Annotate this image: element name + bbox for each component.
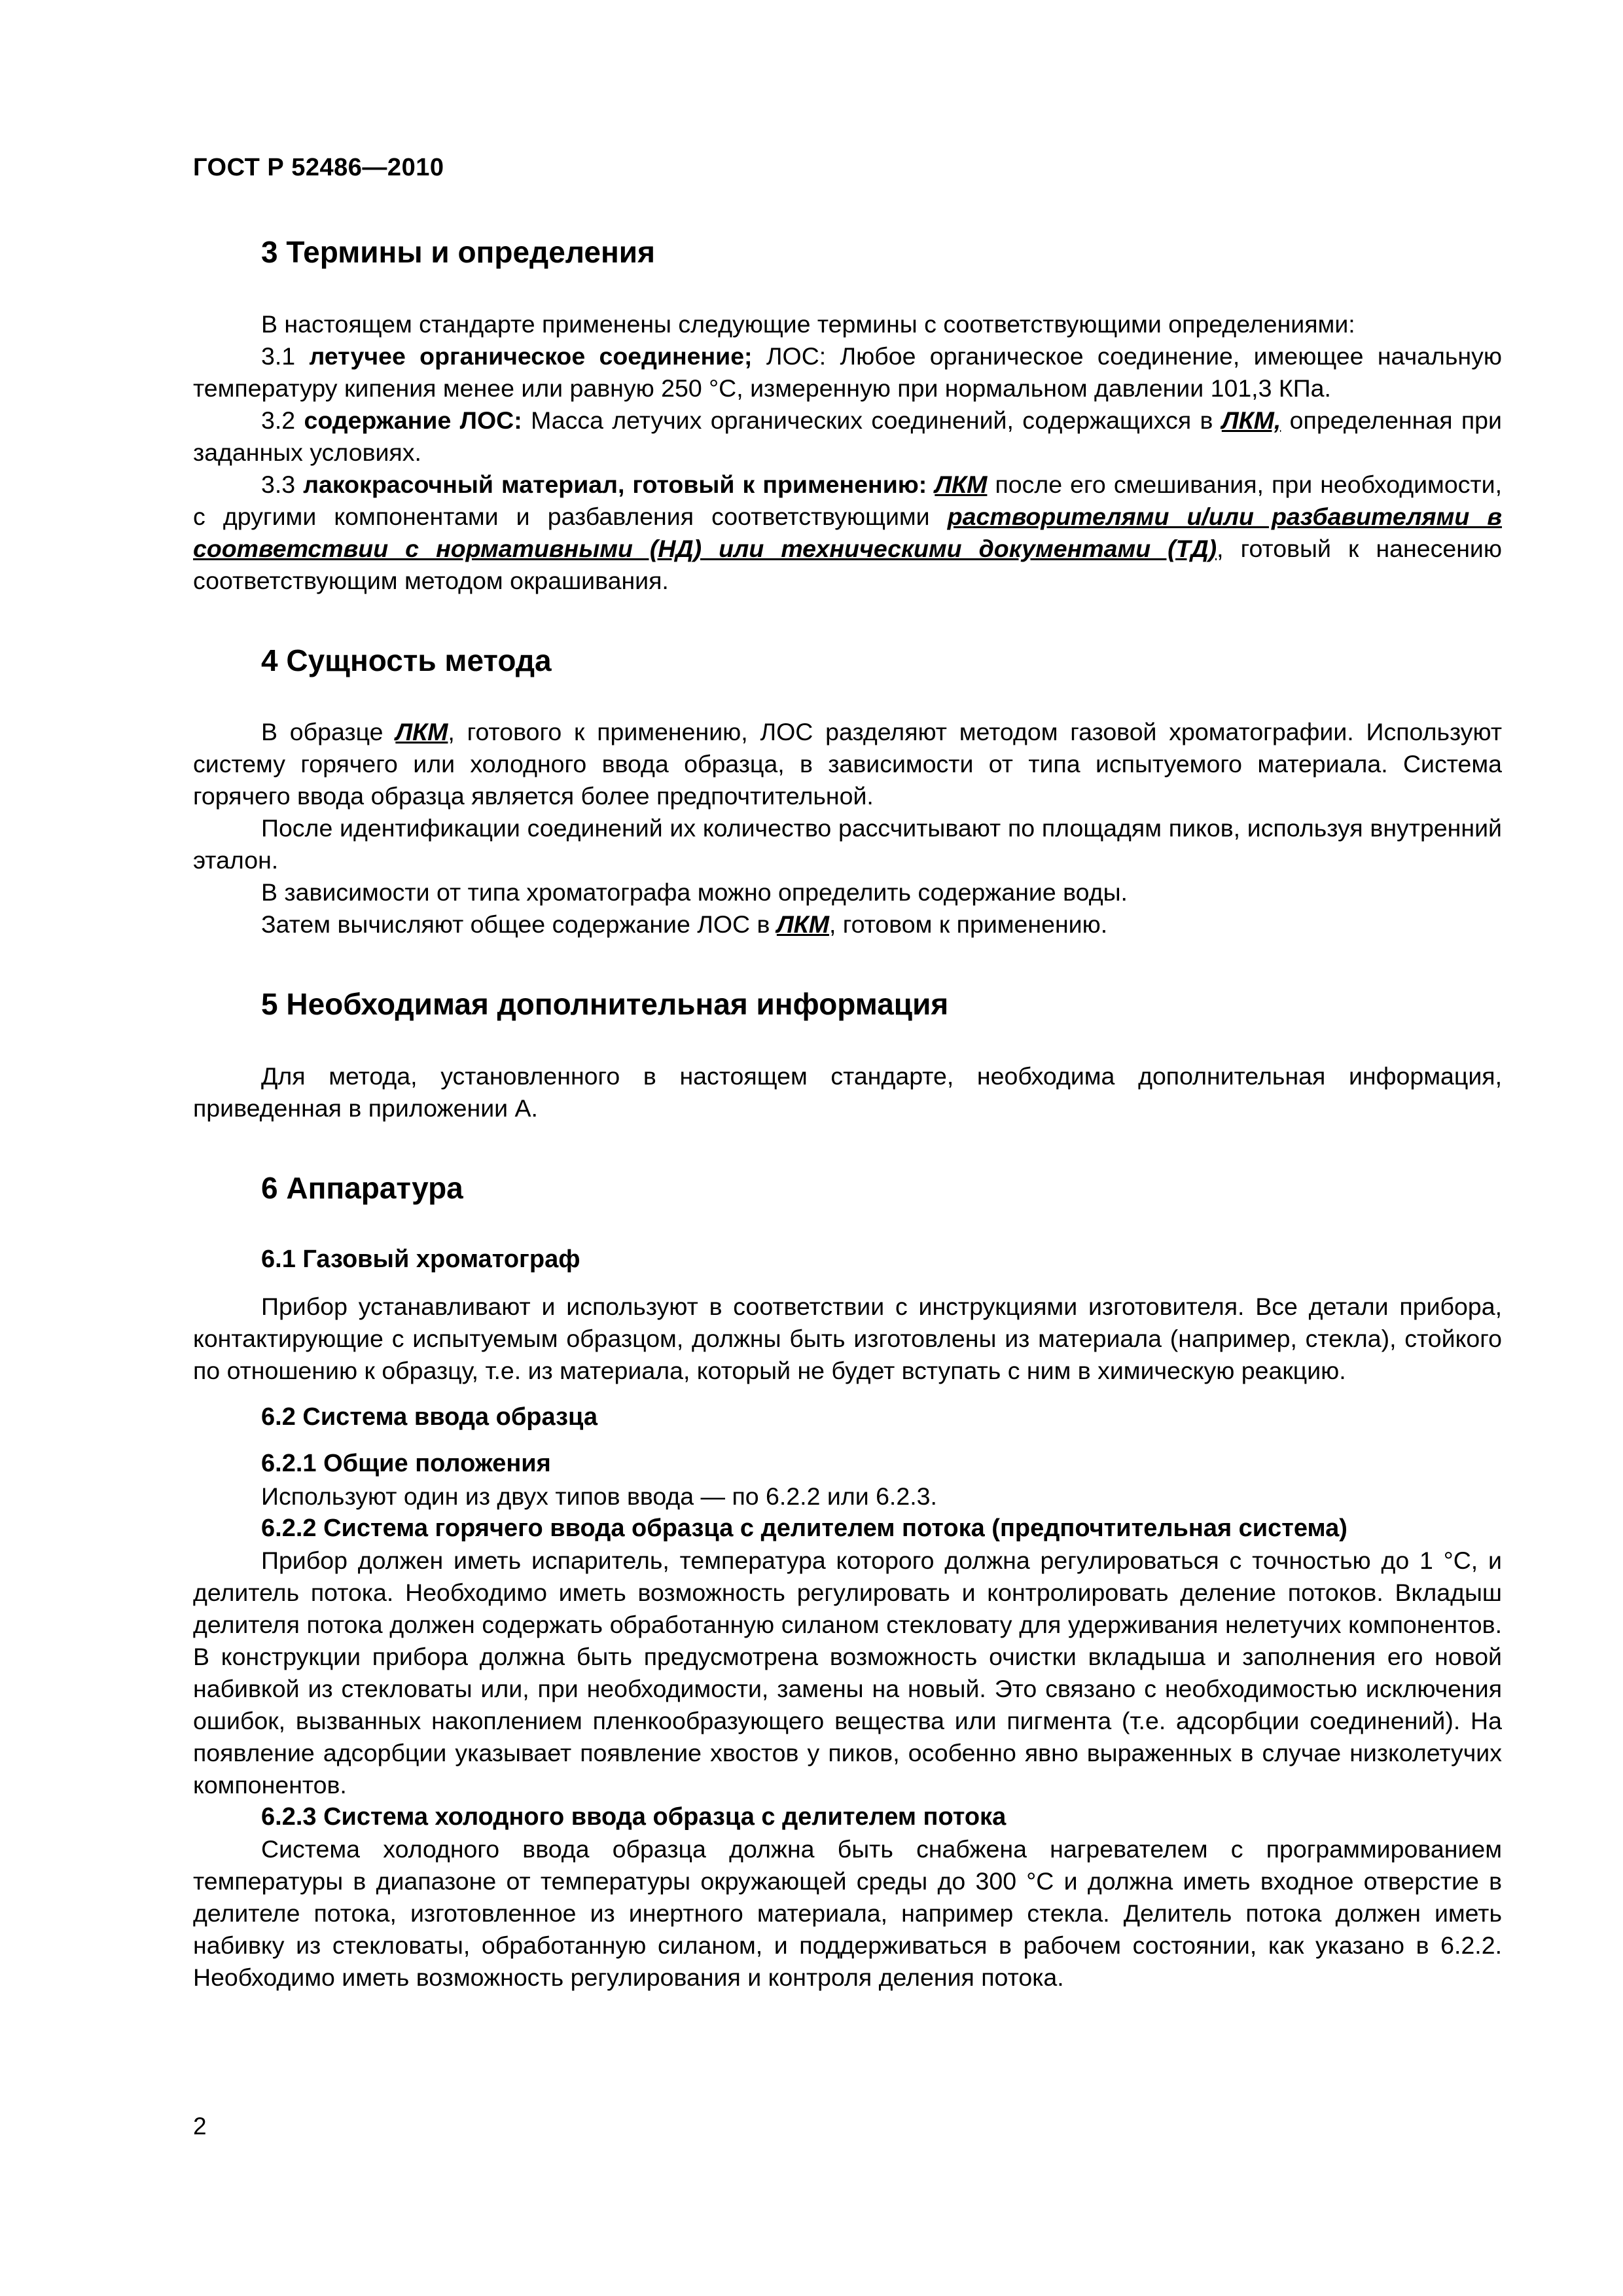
subsection-6-2-2-title: 6.2.2 Система горячего ввода образца с делителем потока (предпочтительная система) <box>261 1514 1347 1542</box>
subsection-6-2-1-text: Используют один из двух типов ввода — по 6.2.2 или 6.2.3. <box>261 1482 937 1510</box>
section-5-title: 5 Необходимая дополнительная информация <box>261 987 949 1022</box>
subsection-6-2-title: 6.2 Система ввода образца <box>261 1403 597 1431</box>
subsection-6-2-1-title: 6.2.1 Общие положения <box>261 1450 551 1478</box>
term-3-1: 3.1 летучее органическое соединение; ЛОС: Любое органическое соединение, имеющее начальную температуру кипения менее или равную 250 °С, измеренную при нормальном давлении 101,3 КПа. <box>193 342 1502 402</box>
subsection-6-2-2-text: Прибор должен иметь испаритель, температура которого должна регулироваться с точностью до 1 °С, и делитель потока. Необходимо иметь возможность регулировать и контролировать деление потоков. Вкладыш делителя потока должен содержать обработанную силаном стекловату для удерживания нелетучих компонентов. В конструкции прибора должна быть предусмотрена возможность очистки вкладыша и заполнения его новой набивкой из стекловаты или, при необходимости, замены на новый. Это связано с необходимостью исключения ошибок, вызванных накоплением пленкообразующего вещества или пигмента (т.е. адсорбции соединений). На появление адсорбции указывает появление хвостов у пиков, особенно явно выраженных в случае низколетучих компонентов. <box>193 1546 1502 1799</box>
section-3 <box>193 236 1502 597</box>
term-3-3-name: лакокрасочный материал, готовый к применению: <box>303 470 927 498</box>
subsection-6-1-title: 6.1 Газовый хроматограф <box>261 1246 580 1274</box>
link-lkm[interactable]: ЛКМ <box>935 470 988 498</box>
document-header: ГОСТ Р 52486—2010 <box>193 154 444 181</box>
section-3-title: 3 Термины и определения <box>261 235 655 269</box>
link-lkm[interactable]: ЛКМ, <box>1221 406 1281 434</box>
section-6-title: 6 Аппаратура <box>261 1170 463 1205</box>
document-page <box>193 154 1502 1994</box>
term-3-2: 3.2 содержание ЛОС: Масса летучих органических соединений, содержащихся в ЛКМ, определенная при заданных условиях. <box>193 406 1502 466</box>
term-3-2-name: содержание ЛОС: <box>304 406 522 434</box>
subsection-6-2-3-title: 6.2.3 Система холодного ввода образца с делителем потока <box>261 1803 1007 1831</box>
section-3-intro: В настоящем стандарте применены следующие термины с соответствующими определениями: <box>261 310 1355 338</box>
section-4-p3: В зависимости от типа хроматографа можно определить содержание воды. <box>261 878 1128 906</box>
term-3-3: 3.3 лакокрасочный материал, готовый к применению: ЛКМ после его смешивания, при необходимости, с другими компонентами и разбавления соответствующими растворителями и/или разбавителями в соответствии с нормативными (НД) или техническими документами (ТД), готовый к нанесению соответствующим методом окрашивания. <box>193 470 1502 594</box>
section-4 <box>193 644 1502 941</box>
section-5 <box>193 988 1502 1124</box>
link-lkm[interactable]: ЛКМ <box>776 910 829 939</box>
term-3-1-name: летучее органическое соединение; <box>309 342 753 370</box>
section-6 <box>193 1172 1502 1994</box>
link-solvents-docs[interactable]: растворителями и/или разбавителями в соответствии с нормативными (НД) или техническими документами (ТД) <box>193 502 1502 562</box>
page-number: 2 <box>193 2113 207 2140</box>
section-4-title: 4 Сущность метода <box>261 643 552 677</box>
link-lkm[interactable]: ЛКМ <box>395 718 448 746</box>
subsection-6-2-3-text: Система холодного ввода образца должна быть снабжена нагревателем с программированием температуры в диапазоне от температуры окружающей среды до 300 °С и должна иметь входное отверстие в делителе потока, изготовленное из инертного материала, например стекла. Делитель потока должен иметь набивку из стекловаты, обработанную силаном, и поддерживаться в рабочем состоянии, как указано в 6.2.2. Необходимо иметь возможность регулирования и контроля деления потока. <box>193 1835 1502 1992</box>
section-4-p4: Затем вычисляют общее содержание ЛОС в ЛКМ, готовом к применению. <box>261 910 1108 939</box>
section-5-p1: Для метода, установленного в настоящем стандарте, необходима дополнительная информация, приведенная в приложении А. <box>193 1062 1502 1122</box>
subsection-6-1-text: Прибор устанавливают и используют в соответствии с инструкциями изготовителя. Все детали прибора, контактирующие с испытуемым образцом, должны быть изготовлены из материала (например, стекла), стойкого по отношению к образцу, т.е. из материала, который не будет вступать с ним в химическую реакцию. <box>193 1292 1502 1384</box>
section-4-p1: В образце ЛКМ, готового к применению, ЛОС разделяют методом газовой хроматографии. Используют систему горячего или холодного ввода образца, в зависимости от типа испытуемого материала. Система горячего ввода образца является более предпочтительной. <box>193 718 1502 810</box>
section-4-p2: После идентификации соединений их количество рассчитывают по площадям пиков, используя внутренний эталон. <box>193 814 1502 874</box>
